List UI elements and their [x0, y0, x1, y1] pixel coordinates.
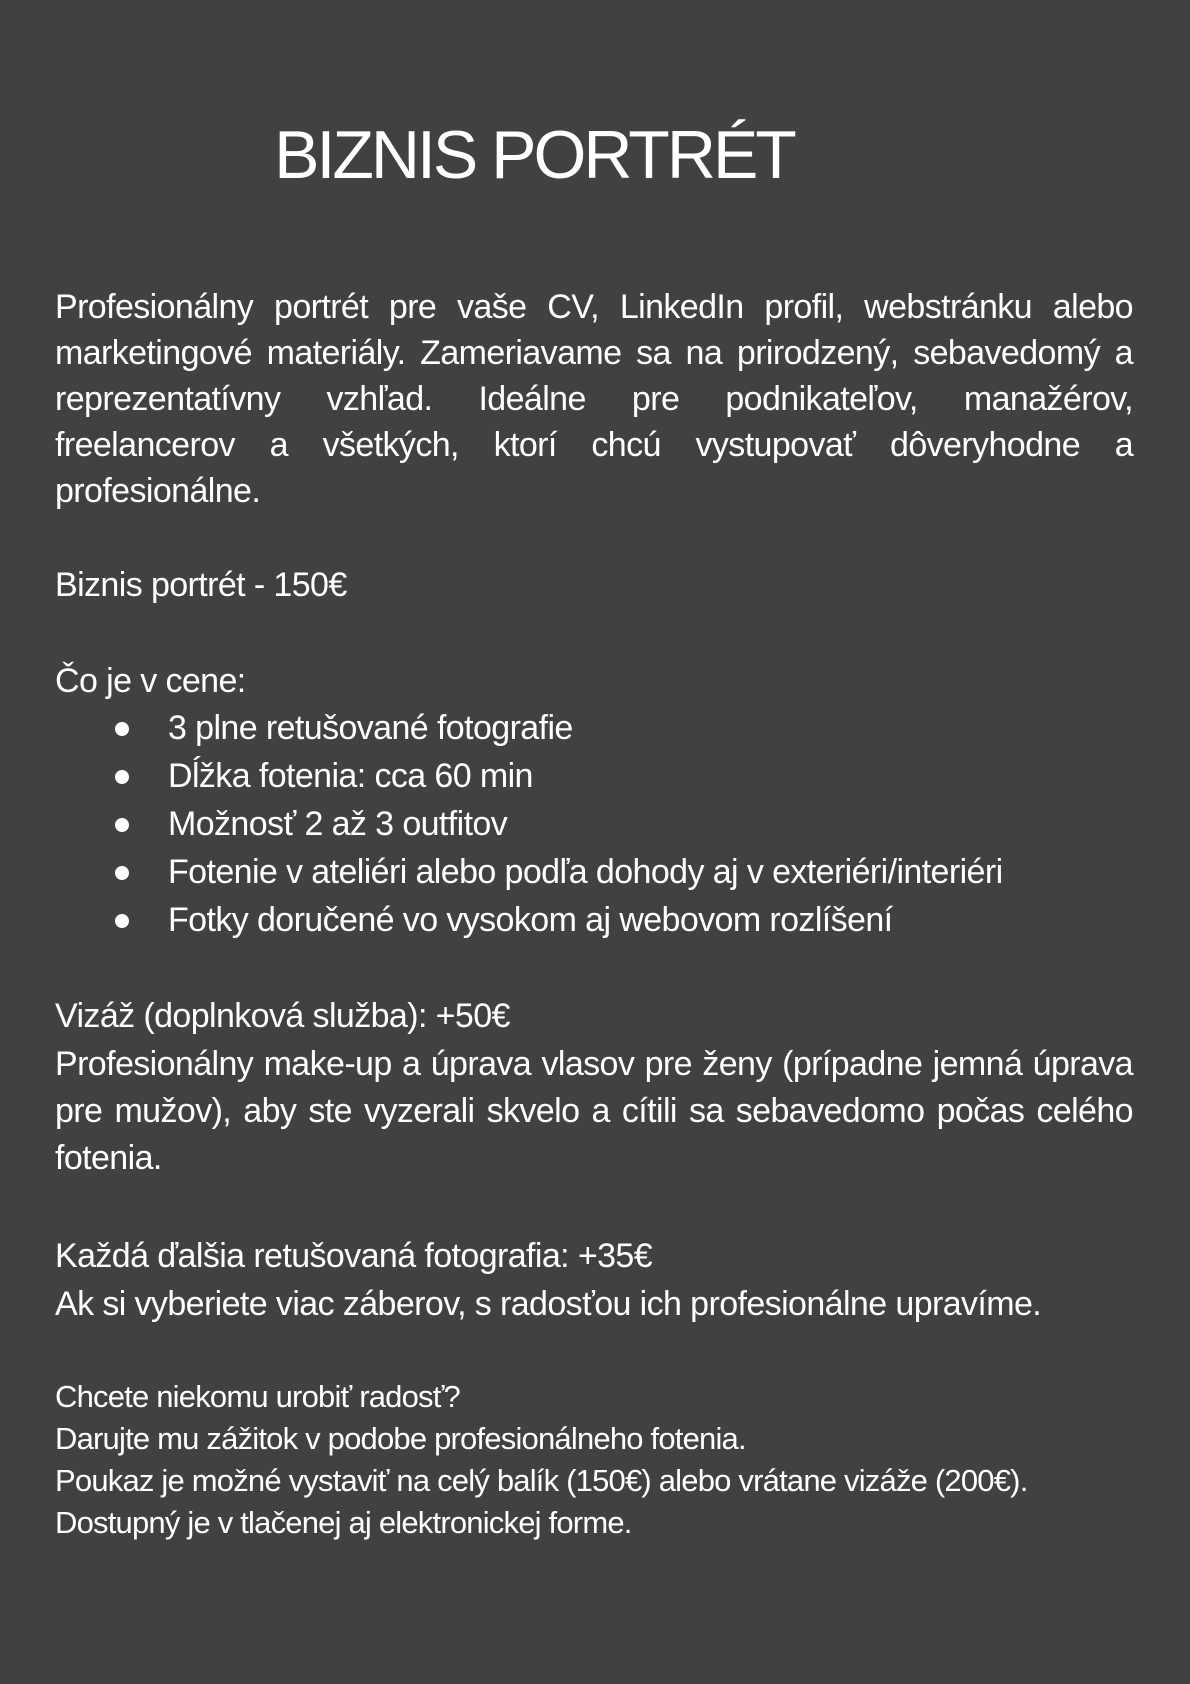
list-item-text: 3 plne retušované fotografie: [168, 709, 573, 747]
list-item: [55, 896, 1133, 944]
bullet-icon: [115, 914, 129, 928]
list-item: [55, 704, 1133, 752]
bullet-icon: [115, 770, 129, 784]
list-item-text: Možnosť 2 až 3 outfitov: [168, 805, 508, 843]
intro-paragraph: Profesionálny portrét pre vaše CV, LinkedIn profil, webstránku alebo marketingové materiály. Zameriavame sa na prirodzený, sebavedomý a reprezentatívny vzhľad. Ideálne pre podnikateľov, manažérov, freelancerov a všetkých, ktorí chcú vystupovať dôveryhodne a profesionálne.: [55, 288, 1133, 510]
list-item: [55, 800, 1133, 848]
document-page: [55, 0, 1133, 1684]
gift-line: Chcete niekomu urobiť radosť?: [55, 1379, 461, 1414]
list-item-text: Dĺžka fotenia: cca 60 min: [168, 757, 533, 795]
price-line: Biznis portrét - 150€: [55, 566, 347, 604]
list-item: [55, 752, 1133, 800]
bullet-icon: [115, 722, 129, 736]
list-item-text: Fotky doručené vo vysokom aj webovom rozlíšení: [168, 901, 893, 939]
included-heading: Čo je v cene:: [55, 662, 246, 700]
vizaz-heading: Vizáž (doplnková služba): +50€: [55, 997, 510, 1035]
gift-line: Dostupný je v tlačenej aj elektronickej forme.: [55, 1505, 632, 1540]
gift-voucher-section: [55, 1376, 1133, 1544]
vizaz-description: Profesionálny make-up a úprava vlasov pre ženy (prípadne jemná úprava pre mužov), aby ste vyzerali skvelo a cítili sa sebavedomo počas celého fotenia.: [55, 1045, 1133, 1177]
extra-photo-heading: Každá ďalšia retušovaná fotografia: +35€: [55, 1237, 653, 1275]
extra-photo-description: Ak si vyberiete viac záberov, s radosťou ich profesionálne upravíme.: [55, 1285, 1042, 1323]
bullet-icon: [115, 866, 129, 880]
gift-line: Darujte mu zážitok v podobe profesionálneho fotenia.: [55, 1421, 746, 1456]
list-item-text: Fotenie v ateliéri alebo podľa dohody aj v exteriéri/interiéri: [168, 853, 1003, 891]
included-list: [55, 704, 1133, 944]
gift-line: Poukaz je možné vystaviť na celý balík (150€) alebo vrátane vizáže (200€).: [55, 1463, 1028, 1498]
bullet-icon: [115, 818, 129, 832]
list-item: [55, 848, 1133, 896]
page-title: BIZNIS PORTRÉT: [274, 117, 794, 193]
